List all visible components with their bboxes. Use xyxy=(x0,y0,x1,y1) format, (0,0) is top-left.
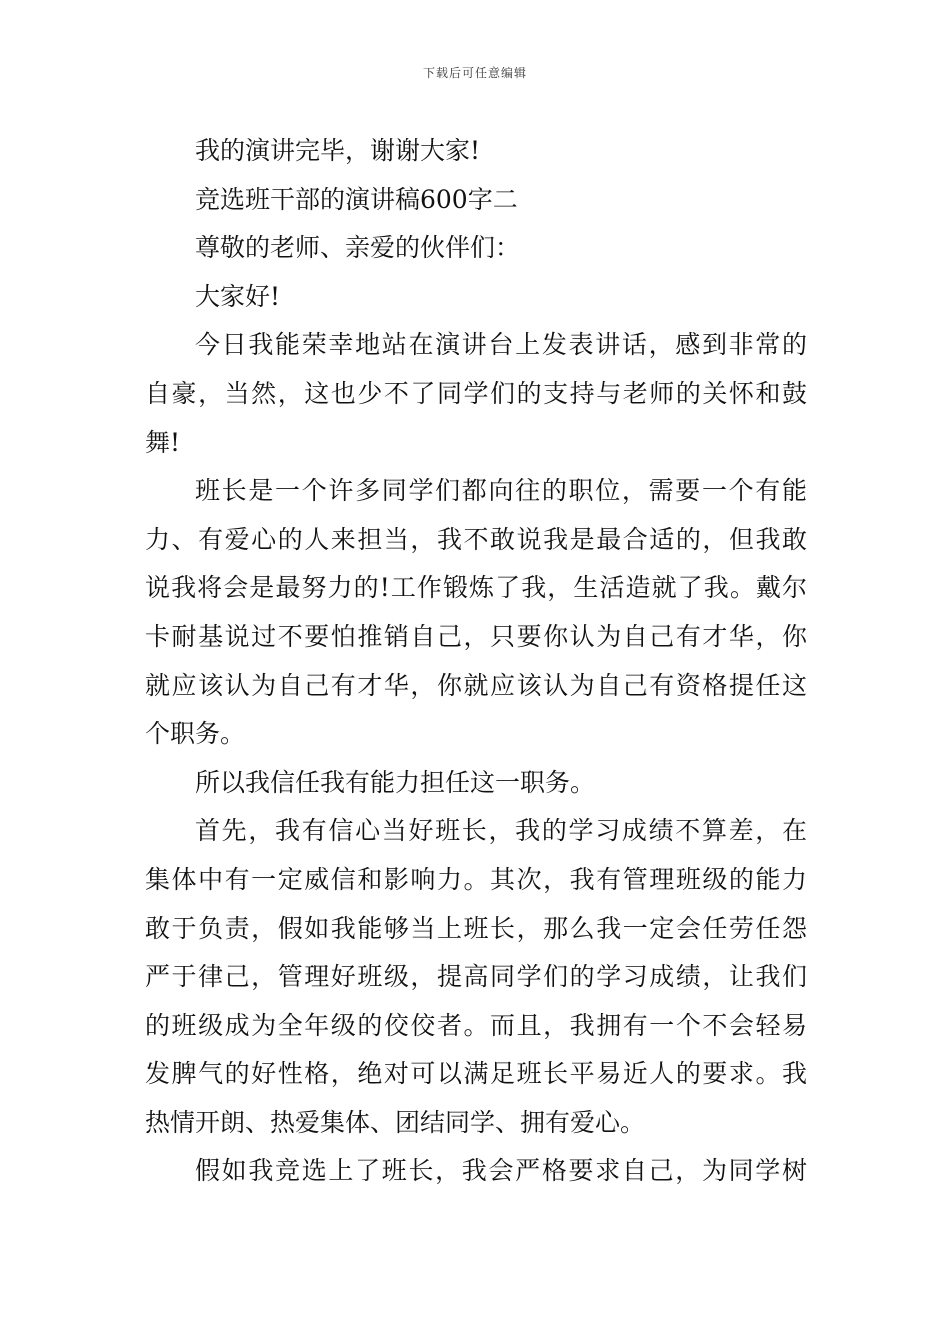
text-line: 的班级成为全年级的佼佼者。而且，我拥有一个不会轻易 xyxy=(145,1010,807,1040)
text-line: 热情开朗、热爱集体、团结同学、拥有爱心。 xyxy=(145,1107,646,1137)
section-title: 竞选班干部的演讲稿600字二 xyxy=(195,184,518,214)
text-line: 首先，我有信心当好班长，我的学习成绩不算差，在 xyxy=(195,816,807,846)
page-header: 下载后可任意编辑 xyxy=(422,66,527,80)
text-line: 严于律己，管理好班级，提高同学们的学习成绩，让我们 xyxy=(145,962,807,992)
text-line: 卡耐基说过不要怕推销自己，只要你认为自己有才华，你 xyxy=(145,621,807,651)
text-line: 说我将会是最努力的!工作锻炼了我，生活造就了我。戴尔 xyxy=(145,573,807,603)
text-line: 敢于负责，假如我能够当上班长，那么我一定会任劳任怨 xyxy=(145,913,807,943)
text-line: 自豪，当然，这也少不了同学们的支持与老师的关怀和鼓 xyxy=(145,378,807,408)
text-line: 力、有爱心的人来担当，我不敢说我是最合适的，但我敢 xyxy=(145,524,807,554)
text-line: 假如我竞选上了班长，我会严格要求自己，为同学树 xyxy=(195,1156,807,1186)
text-line: 舞! xyxy=(145,427,181,457)
text-line: 集体中有一定威信和影响力。其次，我有管理班级的能力 xyxy=(145,864,807,894)
greeting: 大家好! xyxy=(195,281,281,311)
text-line: 个职务。 xyxy=(145,719,246,749)
text-line: 发脾气的好性格，绝对可以满足班长平易近人的要求。我 xyxy=(145,1059,807,1089)
text-line: 就应该认为自己有才华，你就应该认为自己有资格提任这 xyxy=(145,670,807,700)
salutation: 尊敬的老师、亲爱的伙伴们： xyxy=(195,233,521,263)
document-body xyxy=(145,127,807,1196)
text-line: 班长是一个许多同学们都向往的职位，需要一个有能 xyxy=(195,476,807,506)
text-line: 所以我信任我有能力担任这一职务。 xyxy=(195,767,596,797)
text-line: 今日我能荣幸地站在演讲台上发表讲话，感到非常的 xyxy=(195,330,807,360)
text-line: 我的演讲完毕，谢谢大家! xyxy=(195,136,481,165)
